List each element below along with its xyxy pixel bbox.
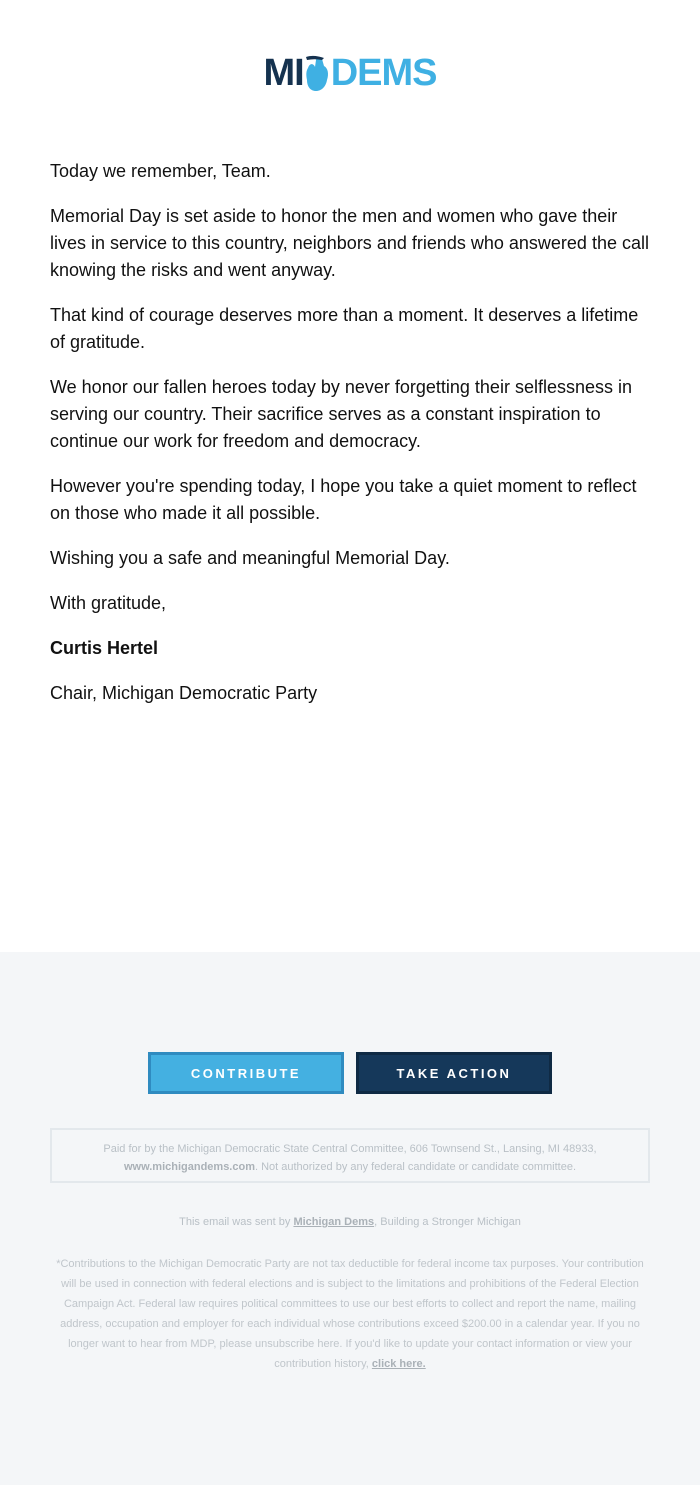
paragraph-1: Memorial Day is set aside to honor the men and women who gave their lives in service to this country, neighbors and friends who answered the call knowing the risks and went anyway. [50, 206, 649, 280]
michigan-mitten-icon [304, 54, 330, 92]
fine-print-text: *Contributions to the Michigan Democratic Party are not tax deductible for federal income tax purposes. Your contribution will be used in connection with federal elections and is subject to the limitations and prohibitions of the Federal Election Campaign Act. Federal law requires political committees to use our best efforts to collect and report the name, mailing address, occupation and employer for each individual whose contributions exceed $200.00 in a calendar year. If you no longer want to hear from MDP, please unsubscribe here. If you'd like to update your contact information or view your contribution history, [56, 1258, 644, 1370]
signature-name: Curtis Hertel [50, 638, 159, 658]
header-logo[interactable] [0, 52, 700, 94]
org-link[interactable]: Michigan Dems [293, 1216, 375, 1228]
disclaimer-tail: . Not authorized by any federal candidate or candidate committee. [254, 1161, 577, 1173]
paragraph-3: We honor our fallen heroes today by never forgetting their selflessness in serving our country. Their sacrifice serves as a constant inspiration to continue our work for freedom and democracy. [50, 377, 632, 451]
paid-for-disclaimer [50, 1128, 650, 1183]
sent-by-prefix: This email was sent by [179, 1216, 294, 1228]
take-action-button[interactable]: TAKE ACTION [356, 1052, 552, 1094]
letter-body [50, 158, 655, 725]
paragraph-5: Wishing you a safe and meaningful Memorial Day. [50, 548, 450, 568]
contribute-button[interactable]: CONTRIBUTE [148, 1052, 344, 1094]
logo-wordmark [263, 54, 436, 92]
logo-dems-text: DEMS [330, 52, 437, 94]
cta-buttons [0, 1052, 700, 1094]
website-link[interactable]: www.michigandems.com [123, 1161, 255, 1173]
logo-mi-text: MI [263, 52, 304, 94]
legal-fine-print [55, 1254, 645, 1374]
greeting-text: Today we remember, Team. [50, 161, 271, 181]
disclaimer-text: Paid for by the Michigan Democratic State Central Committee, 606 Townsend St., Lansing, MI 48933, [103, 1143, 597, 1155]
closing-text: With gratitude, [50, 593, 167, 613]
signature-title: Chair, Michigan Democratic Party [50, 683, 318, 703]
paragraph-4: However you're spending today, I hope you take a quiet moment to reflect on those who made it all possible. [50, 476, 637, 523]
click-here-link[interactable]: click here. [371, 1358, 426, 1370]
sent-by-line [0, 1216, 700, 1228]
email-footer [0, 952, 700, 1485]
sent-by-suffix: , Building a Stronger Michigan [374, 1216, 521, 1228]
paragraph-2: That kind of courage deserves more than a moment. It deserves a lifetime of gratitude. [50, 305, 639, 352]
